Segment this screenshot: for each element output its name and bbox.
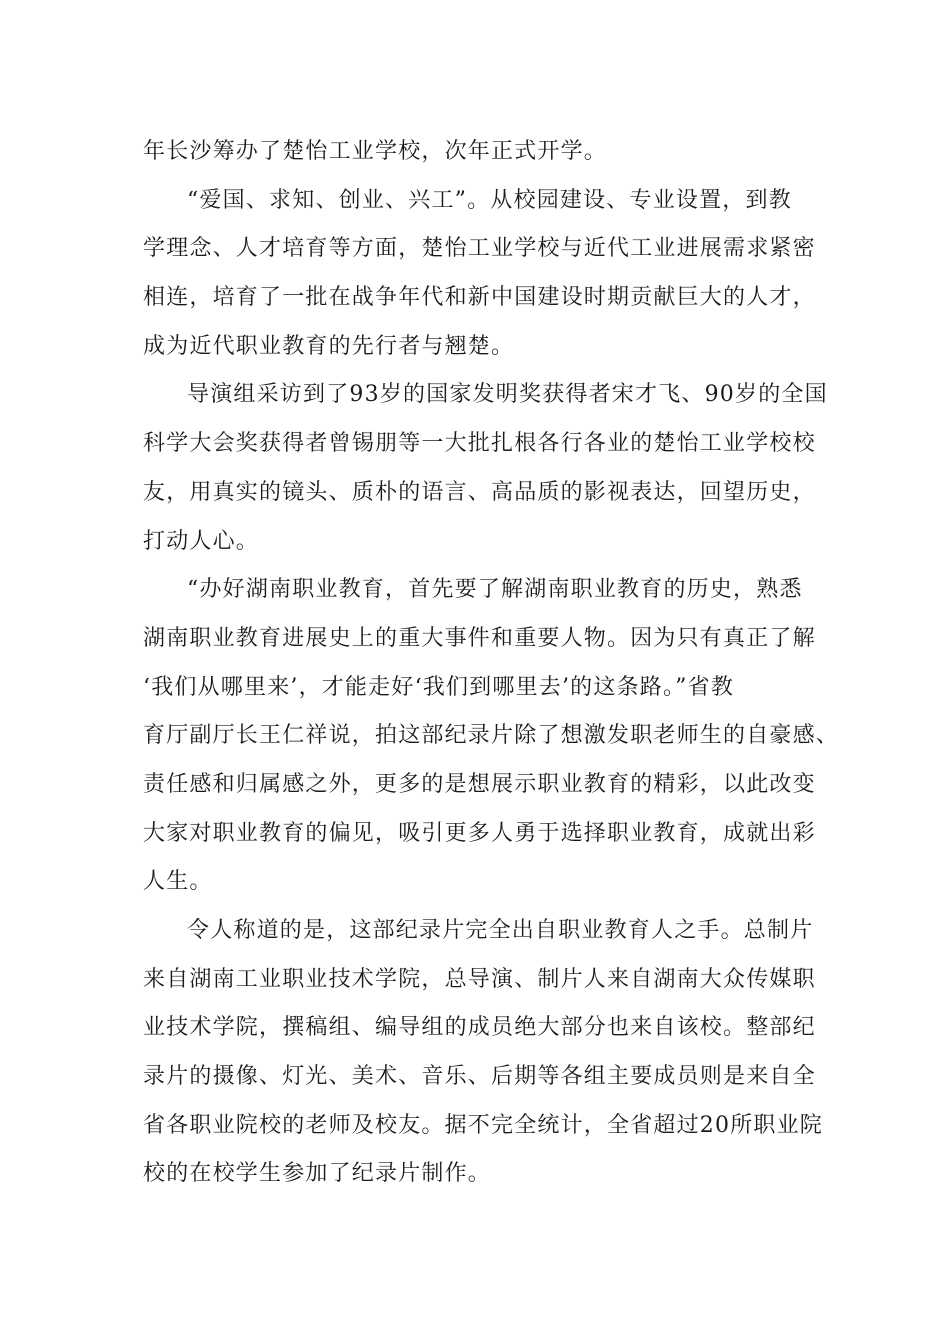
text-line: 责任感和归属感之外，更多的是想展示职业教育的精彩，以此改变 <box>143 771 816 797</box>
text-line: 业技术学院，撰稿组、编导组的成员绝大部分也来自该校。整部纪 <box>143 1015 816 1041</box>
text-line: 来自湖南工业职业技术学院，总导演、制片人来自湖南大众传媒职 <box>143 966 816 992</box>
text-line: 录片的摄像、灯光、美术、音乐、后期等各组主要成员则是来自全 <box>143 1064 816 1090</box>
paragraph-first-line: 导演组采访到了93岁的国家发明奖获得者宋才飞、90岁的全国 <box>187 382 828 408</box>
text-line: 成为近代职业教育的先行者与翘楚。 <box>143 333 515 359</box>
text-line: ‘我们从哪里来’，才能走好‘我们到哪里去’的这条路。”省教 <box>143 674 735 700</box>
paragraph-first-line: “办好湖南职业教育，首先要了解湖南职业教育的历史，熟悉 <box>187 577 803 603</box>
text-line: 省各职业院校的老师及校友。据不完全统计，全省超过20所职业院 <box>143 1112 823 1138</box>
text-line: 相连，培育了一批在战争年代和新中国建设时期贡献巨大的人才， <box>143 285 816 311</box>
text-line: 友，用真实的镜头、质朴的语言、高品质的影视表达，回望历史， <box>143 479 816 505</box>
paragraph-first-line: “爱国、求知、创业、兴工”。从校园建设、专业设置，到教 <box>187 187 792 213</box>
text-line: 人生。 <box>143 869 213 895</box>
text-line: 打动人心。 <box>143 528 260 554</box>
paragraph-first-line: 令人称道的是，这部纪录片完全出自职业教育人之手。总制片 <box>187 918 814 943</box>
text-line: 校的在校学生参加了纪录片制作。 <box>143 1161 492 1187</box>
text-line: 大家对职业教育的偏见，吸引更多人勇于选择职业教育，成就出彩 <box>143 820 816 846</box>
article-body <box>143 128 840 1199</box>
text-line: 育厅副厅长王仁祥说，拍这部纪录片除了想激发职老师生的自豪感、 <box>143 723 840 749</box>
text-line: 年长沙筹办了楚怡工业学校，次年正式开学。 <box>143 139 608 164</box>
text-line: 科学大会奖获得者曾锡朋等一大批扎根各行各业的楚怡工业学校校 <box>143 431 816 457</box>
text-line: 湖南职业教育进展史上的重大事件和重要人物。因为只有真正了解 <box>143 625 816 651</box>
text-line: 学理念、人才培育等方面，楚怡工业学校与近代工业进展需求紧密 <box>143 236 816 262</box>
